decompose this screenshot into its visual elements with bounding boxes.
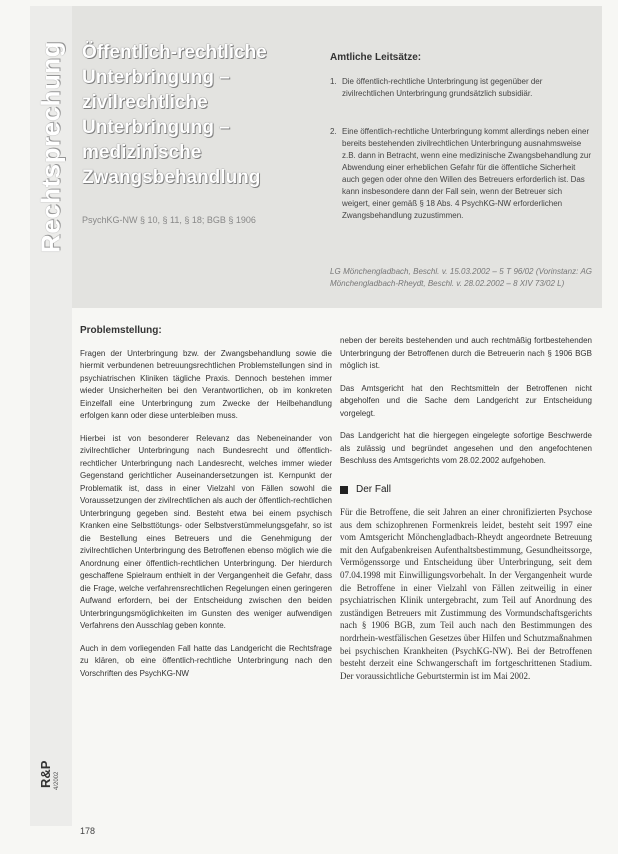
case-heading xyxy=(340,484,592,497)
case-heading-text: Der Fall xyxy=(356,483,392,495)
leitsatz-number: 2. xyxy=(330,127,337,136)
left-column xyxy=(80,325,332,690)
problem-heading: Problemstellung: xyxy=(80,325,162,336)
court-reference: LG Mönchengladbach, Beschl. v. 15.03.2002 – 5 T 96/02 (Vorinstanz: AG Mönchengladbach-Rheydt, Beschl. v. 28.02.2002 – 8 XIV 73/02 L) xyxy=(330,267,592,288)
problem-paragraph: Fragen der Unterbringung bzw. der Zwangsbehandlung sowie die hiermit verbundenen betreuungsrechtlichen Problemstellungen sind in psychiatrischen Kliniken tägliche Praxis. Dennoch bestehen immer wieder Unsicherheiten bei den Verantwortlichen, ob im konkreten Einzelfall eine Unterbringung zum Zwecke der Heilbehandlung erfolgen kann oder diese unterbleiben muss. xyxy=(80,348,332,420)
journal-issue: 4/2002 xyxy=(54,771,60,790)
statute-citation: PsychKG-NW § 10, § 11, § 18; BGB § 1906 xyxy=(82,215,256,225)
square-bullet-icon xyxy=(340,486,348,494)
section-label xyxy=(33,15,69,280)
body-paragraph: neben der bereits bestehenden und auch rechtmäßig fortbestehenden Unterbringung der Betroffenen durch die Betreuerin nach § 1906 BGB möglich ist. xyxy=(340,336,592,370)
leitsatz-number: 1. xyxy=(330,77,337,86)
leitsatz-text: Die öffentlich-rechtliche Unterbringung ist gegenüber der zivilrechtlichen Unterbringung grundsätzlich subsidiär. xyxy=(342,77,543,98)
leitsatz-item xyxy=(330,126,592,222)
body-paragraph: Das Landgericht hat die hiergegen eingelegte sofortige Beschwerde als zulässig und begründet angesehen und den angefochtenen Beschluss des Amtsgerichts vom 28.02.2002 aufgehoben. xyxy=(340,431,592,465)
body-paragraph: Das Amtsgericht hat den Rechtsmitteln der Betroffenen nicht abgeholfen und die Sache dem Landgericht zur Entscheidung vorgelegt. xyxy=(340,383,592,418)
page-number: 178 xyxy=(80,826,96,836)
journal-mark xyxy=(36,760,66,820)
problem-paragraph: Hierbei ist von besonderer Relevanz das Nebeneinander von zivilrechtlicher Unterbringung nach Bundesrecht und öffentlich-rechtlicher Unterbringung nach Landesrecht, welches immer wieder Gegenstand gerichtlicher Auseinandersetzungen ist. Kernpunkt der Problematik ist, dass in einer Vielzahl von Fällen sowohl die Voraussetzungen der zivilrechtlichen als auch der öffentlich-rechtlichen Unterbringung gegeben sind. Besteht etwa bei einem psychisch Kranken eine Selbsttötungs- oder Selbstverstümmelungsgefahr, so ist die Bestellung eines Betreuers und die Genehmigung der zivilrechtlichen Unterbringung des Betroffenen ebenso möglich wie die Anordnung einer öffentlich-rechtlichen Unterbringung. Der hierdurch geschaffene Spielraum enthielt in der Vergangenheit die Gefahr, dass die Frage, welche verfahrensrechtlichen Regelungen einen geringeren Aufwand erfordern, bei der Entscheidung zwischen den beiden Unterbringungsmöglichkeiten im Gunsten des weniger aufwendigen Verfahrens den Ausschlag geben konnte. xyxy=(80,433,332,630)
problem-paragraph: Auch in dem vorliegenden Fall hatte das Landgericht die Rechtsfrage zu klären, ob eine öffentlich-rechtliche Unterbringung nach den Vorschriften des PsychKG-NW xyxy=(80,643,332,678)
leitsatz-text: Eine öffentlich-rechtliche Unterbringung kommt allerdings neben einer bereits bestehenden zivilrechtlichen Unterbringung ausnahmsweise z.B. dann in Betracht, wenn eine medizinische Zwangsbehandlung zur Abwendung einer erheblichen Gefahr für die öffentliche Sicherheit auch gegen oder ohne den Willen des Betreuers erforderlich ist. Das kann insbesondere dann der Fall sein, wenn der Betreuer sich weigert, einer gemäß § 18 Abs. 4 PsychKG-NW erforderlichen Zwangsbehandlung zuzustimmen. xyxy=(342,127,592,220)
right-column xyxy=(340,335,592,692)
journal-logo: R&P xyxy=(38,760,53,788)
section-label-text: Rechtsprechung xyxy=(35,40,66,254)
case-text: Für die Betroffene, die seit Jahren an einer chronifizierten Psychose aus dem schizophrenen Formenkreis leidet, besteht seit 1997 eine vom Amtsgericht Mönchengladbach-Rheydt angeordnete Betreuung mit den Aufgabenkreisen Aufenthaltsbestimmung, Gesundheitssorge, Vermögenssorge und Entscheidung über Unterbringung, seit dem 07.04.1998 mit Einwilligungsvorbehalt. In der Vergangenheit wurde die Betroffene in einer Vielzahl von Fällen zeitweilig in einer psychiatrischen Klinik untergebracht, zum Teil auf Anordnung des zuständigen Betreuers mit Zustimmung des Vormundschaftsgerichts nach § 1906 BGB, zum Teil auch nach den Bestimmungen des nordrhein-westfälischen Gesetzes über Hilfen und Schutzmaßnahmen bei psychischen Krankheiten (PsychKG-NW). Bei der Betroffenen besteht derzeit eine Schwangerschaft im fortgeschrittenen Stadium. Der voraussichtliche Geburtstermin ist im Mai 2002. xyxy=(340,507,592,681)
article-title: Öffentlich-rechtliche Unterbringung – zivilrechtliche Unterbringung – medizinische Zwangsbehandlung xyxy=(82,42,267,188)
leitsatz-item xyxy=(330,76,592,100)
leitsaetze-heading: Amtliche Leitsätze: xyxy=(330,52,422,63)
